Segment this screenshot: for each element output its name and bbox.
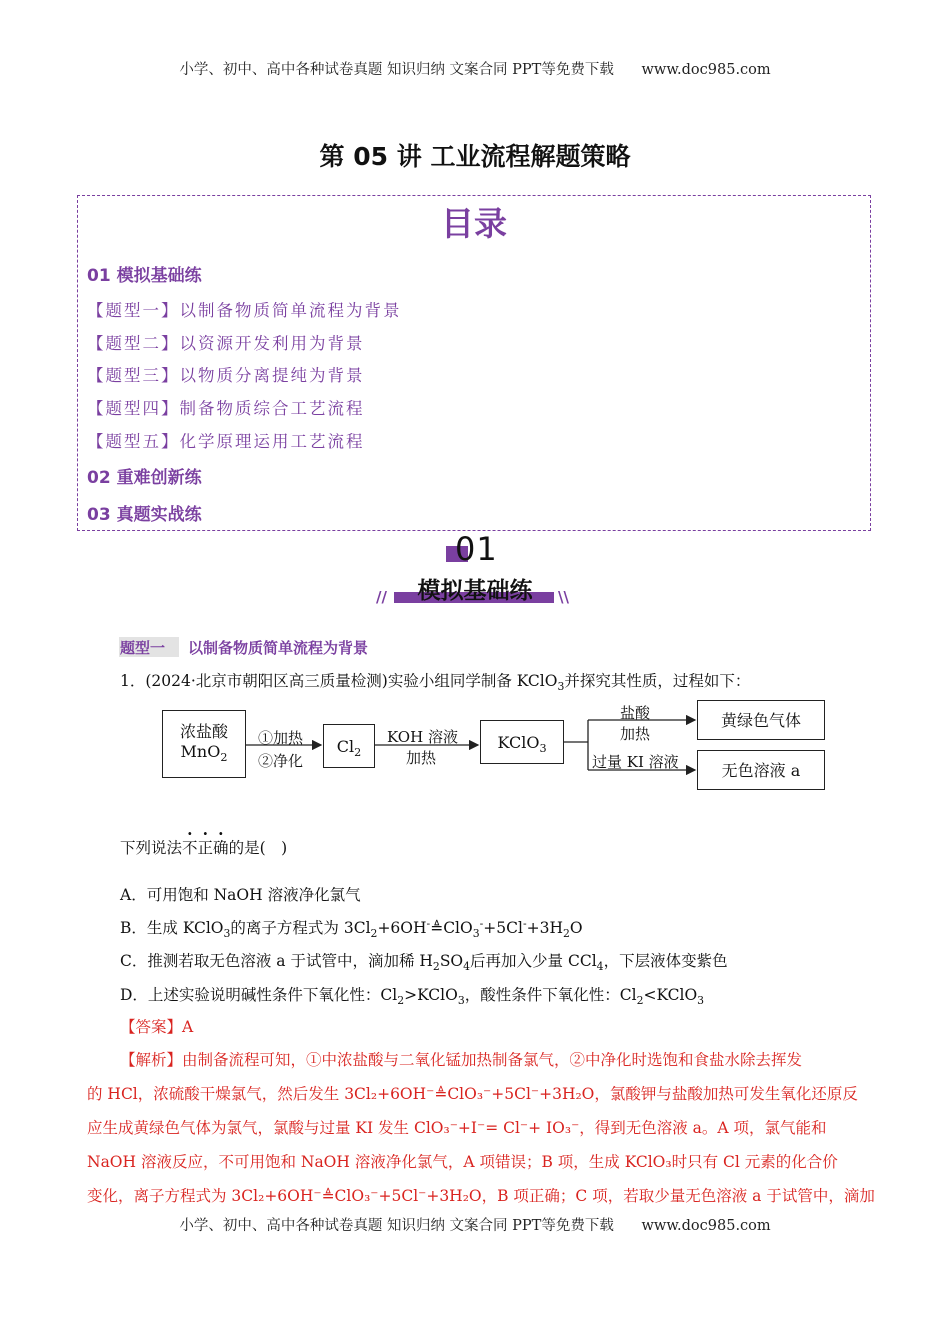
type-title: 以制备物质简单流程为背景: [188, 639, 369, 657]
flow-box-cl2: $Cl_2$: [323, 724, 375, 768]
option-c[interactable]: C．推测若取无色溶液 a 于试管中，滴加稀 $H_2SO_4$后再加入少量 CCl$_4$，下层液体变紫色: [120, 952, 728, 974]
analysis-line-5: 变化，离子方程式为 3Cl₂+6OH⁻≜ClO₃⁻+5Cl⁻+3H₂O，B 项正确；C 项，若取少量无色溶液 a 于试管中，滴加: [87, 1187, 875, 1205]
toc-section-1[interactable]: 01 模拟基础练: [87, 266, 202, 286]
toc-section-2[interactable]: 02 重难创新练: [87, 468, 202, 488]
flow-branch1-bottom-label: 加热: [620, 725, 651, 743]
banner-title: 模拟基础练: [417, 578, 533, 604]
banner-left-slash-icon: //: [376, 588, 387, 606]
option-a[interactable]: A．可用饱和 NaOH 溶液净化氯气: [120, 886, 361, 904]
toc-item-2[interactable]: 【题型二】以资源开发利用为背景: [87, 334, 365, 353]
flow-arrow2-top-label: KOH 溶液: [387, 728, 458, 746]
option-d[interactable]: D．上述实验说明碱性条件下氧化性：$Cl_2>KClO_3$，酸性条件下氧化性：$Cl_2<KClO_3$: [120, 986, 705, 1008]
toc-section-3[interactable]: 03 真题实战练: [87, 505, 202, 525]
flow-branch2-label: 过量 KI 溶液: [592, 753, 679, 771]
flow-box-kclo3: KClO$_3$: [480, 720, 564, 764]
header-text: 小学、初中、高中各种试卷真题 知识归纳 文案合同 PPT等免费下载: [179, 62, 614, 78]
page-footer: [0, 1214, 950, 1235]
analysis-line-4: NaOH 溶液反应，不可用饱和 NaOH 溶液净化氯气，A 项错误；B 项，生成 KClO₃时只有 Cl 元素的化合价: [87, 1153, 838, 1171]
toc-item-3[interactable]: 【题型三】以物质分离提纯为背景: [87, 366, 365, 385]
footer-site-link[interactable]: www.doc985.com: [641, 1218, 771, 1234]
flow-arrow1-bottom-label: ②净化: [258, 752, 304, 770]
heat-delta-icon: ≜: [430, 919, 444, 937]
flow-arrow2-bottom-label: 加热: [406, 749, 437, 767]
analysis-line-1: 【解析】由制备流程可知，①中浓盐酸与二氧化锰加热制备氯气，②中净化时选饱和食盐水除去挥发: [120, 1051, 803, 1069]
question-prompt: 下列说法不正确的是( ): [120, 839, 288, 857]
flow-box-yellow-green-gas: 黄绿色气体: [697, 700, 825, 740]
toc-item-1[interactable]: 【题型一】以制备物质简单流程为背景: [87, 301, 402, 320]
page-title: 第 05 讲 工业流程解题策略: [319, 142, 631, 171]
footer-text: 小学、初中、高中各种试卷真题 知识归纳 文案合同 PPT等免费下载: [179, 1218, 614, 1234]
type-label: 题型一: [120, 639, 166, 657]
answer: 【答案】A: [120, 1018, 194, 1036]
header-site-link[interactable]: www.doc985.com: [641, 62, 771, 78]
toc-heading: 目录: [441, 204, 507, 243]
analysis-line-3: 应生成黄绿色气体为氯气，氯酸与过量 KI 发生 ClO₃⁻+I⁻= Cl⁻+ IO₃⁻，得到无色溶液 a。A 项，氯气能和: [87, 1119, 827, 1137]
question-stem: 1．(2024·北京市朝阳区高三质量检测)实验小组同学制备 KClO$_3$并探究其性质，过程如下：: [120, 672, 751, 694]
flow-branch1-top-label: 盐酸: [620, 704, 651, 722]
option-b[interactable]: B．生成 KClO$_3$的离子方程式为 $3Cl_2+6OH^-≜ClO_3^-+5Cl^-+3H_2O$: [120, 916, 583, 941]
flow-box-colorless-solution: 无色溶液 a: [697, 750, 825, 790]
analysis-line-2: 的 HCl，浓硫酸干燥氯气，然后发生 3Cl₂+6OH⁻≜ClO₃⁻+5Cl⁻+3H₂O，氯酸钾与盐酸加热可发生氧化还原反: [87, 1085, 858, 1103]
toc-item-4[interactable]: 【题型四】制备物质综合工艺流程: [87, 399, 365, 418]
banner-number: 01: [455, 530, 498, 568]
banner-right-slash-icon: \\: [558, 588, 569, 606]
flow-arrow1-top-label: ①加热: [258, 729, 304, 747]
flow-box-reagents: 浓盐酸 MnO$_2$: [162, 710, 246, 778]
toc-item-5[interactable]: 【题型五】化学原理运用工艺流程: [87, 432, 365, 451]
